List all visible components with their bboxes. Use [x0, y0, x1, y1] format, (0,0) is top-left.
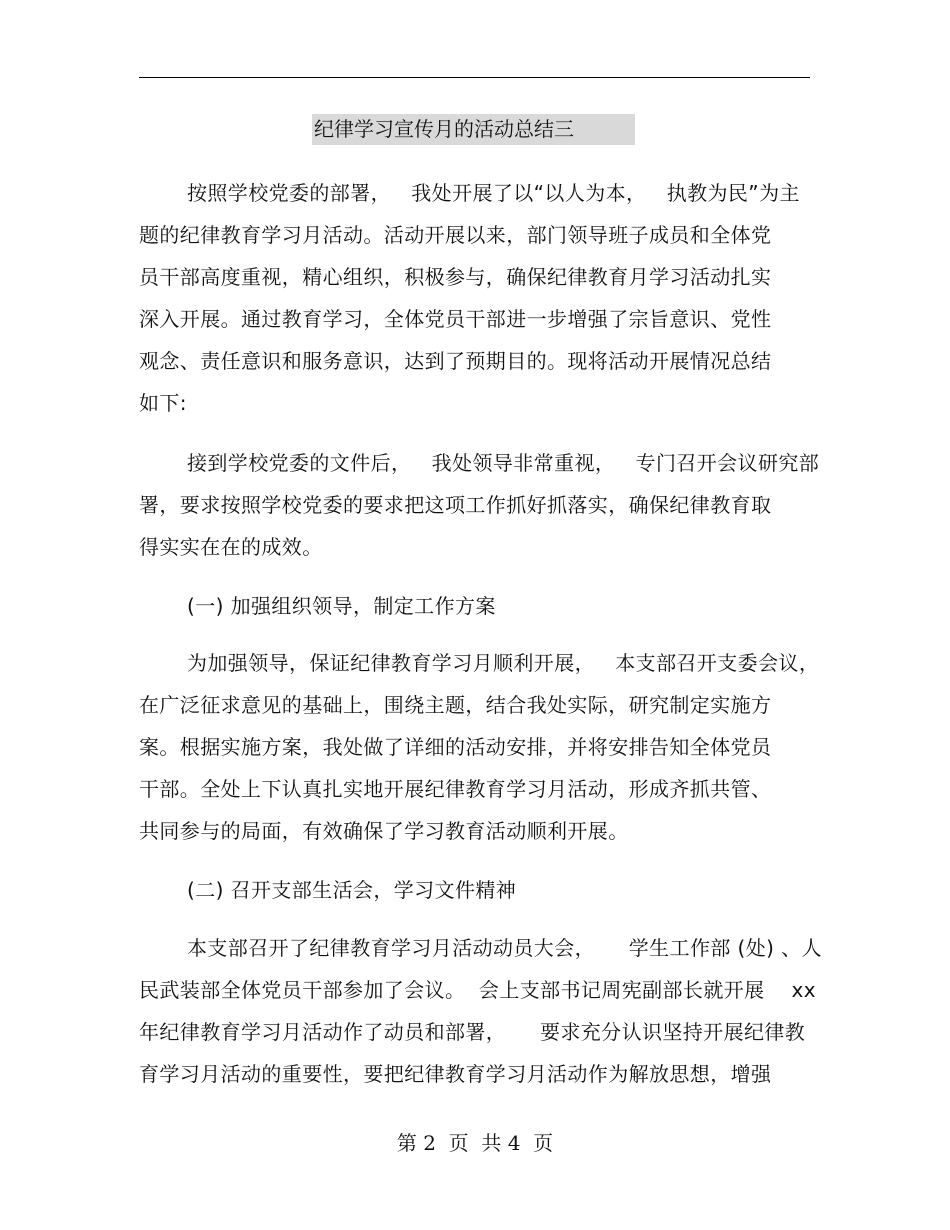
- section-heading-1: (一) 加强组织领导，制定工作方案: [187, 594, 496, 618]
- paragraph-3-line-2: 在广泛征求意见的基础上，围绕主题，结合我处实际，研究制定实施方: [139, 693, 772, 717]
- paragraph-1-line-1: 按照学校党委的部署， 我处开展了以“以人为本， 执教为民”为主: [187, 181, 800, 205]
- paragraph-3-line-4: 干部。全处上下认真扎实地开展纪律教育学习月活动，形成齐抓共管、: [139, 777, 772, 801]
- paragraph-3-line-1: 为加强领导，保证纪律教育学习月顺利开展， 本支部召开支委会议，: [187, 651, 820, 675]
- paragraph-2-line-3: 得实实在在的成效。: [139, 535, 323, 559]
- section-heading-2: (二) 召开支部生活会，学习文件精神: [187, 878, 517, 902]
- paragraph-4-line-3: 年纪律教育学习月活动作了动员和部署， 要求充分认识坚持开展纪律教: [139, 1020, 806, 1044]
- paragraph-3-line-5: 共同参与的局面，有效确保了学习教育活动顺利开展。: [139, 819, 629, 843]
- page-number-footer: 第 2 页 共 4 页: [396, 1131, 554, 1155]
- document-title: 纪律学习宣传月的活动总结三: [312, 114, 635, 145]
- paragraph-1-line-2: 题的纪律教育学习月活动。活动开展以来，部门领导班子成员和全体党: [139, 223, 772, 247]
- paragraph-1-line-6: 如下:: [139, 391, 187, 415]
- paragraph-2-line-1: 接到学校党委的文件后， 我处领导非常重视， 专门召开会议研究部: [187, 451, 820, 475]
- paragraph-1-line-3: 员干部高度重视，精心组织，积极参与，确保纪律教育月学习活动扎实: [139, 265, 772, 289]
- paragraph-4-line-4: 育学习月活动的重要性，要把纪律教育学习月活动作为解放思想，增强: [139, 1062, 772, 1086]
- paragraph-4-line-1: 本支部召开了纪律教育学习月活动动员大会， 学生工作部 (处) 、人: [187, 936, 822, 960]
- paragraph-4-line-2: 民武装部全体党员干部参加了会议。 会上支部书记周宪副部长就开展 xx: [139, 978, 817, 1002]
- paragraph-3-line-3: 案。根据实施方案，我处做了详细的活动安排，并将安排告知全体党员: [139, 735, 772, 759]
- header-rule: [139, 77, 810, 78]
- paragraph-2-line-2: 署，要求按照学校党委的要求把这项工作抓好抓落实，确保纪律教育取: [139, 493, 772, 517]
- paragraph-1-line-5: 观念、责任意识和服务意识，达到了预期目的。现将活动开展情况总结: [139, 349, 772, 373]
- paragraph-1-line-4: 深入开展。通过教育学习，全体党员干部进一步增强了宗旨意识、党性: [139, 307, 772, 331]
